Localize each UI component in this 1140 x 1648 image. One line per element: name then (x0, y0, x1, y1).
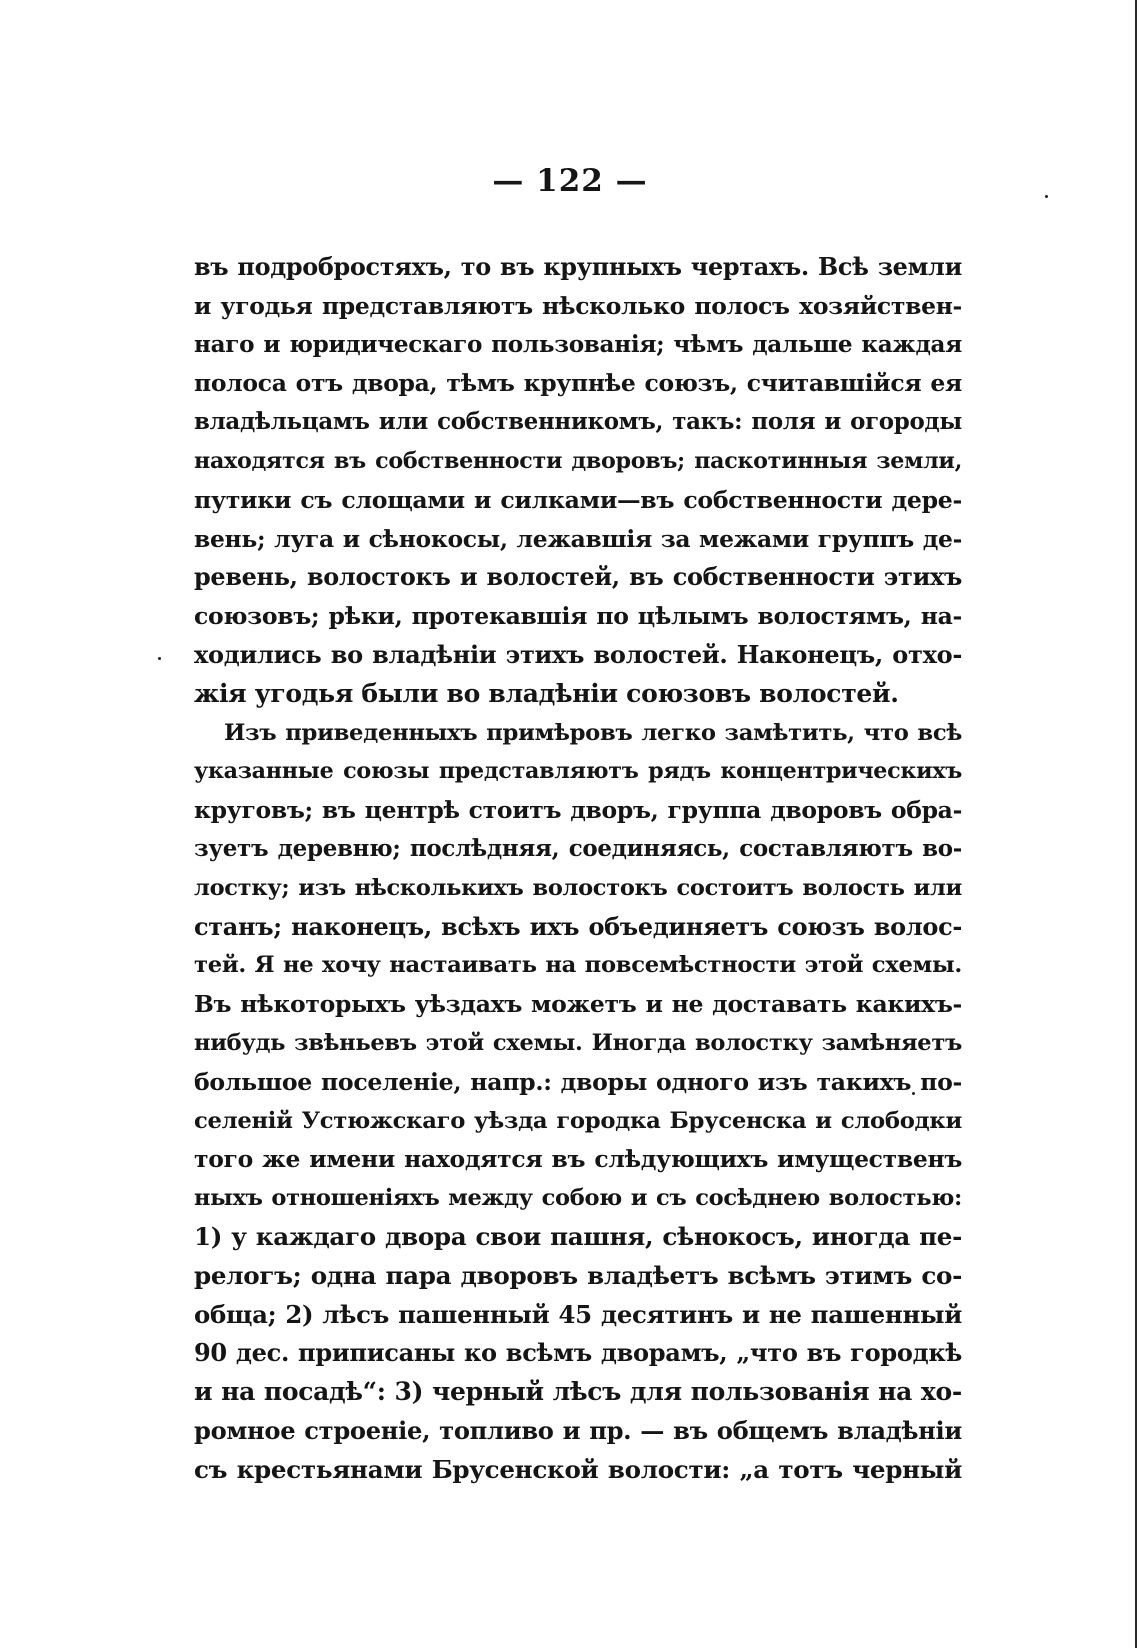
text-line: релогъ; одна пара дворовъ владѣетъ всѣмъ этимъ со- (194, 1260, 962, 1290)
text-line: ромное строеніе, топливо и пр. — въ общемъ владѣніи (194, 1415, 962, 1445)
text-line: и на посадѣ“: 3) черный лѣсъ для пользованія на хо- (194, 1377, 962, 1407)
text-line: съ крестьянами Брусенской волости: „а тотъ черный (194, 1454, 962, 1484)
text-line: 1) у каждаго двора свои пашня, сѣнокосъ, иногда пе- (194, 1221, 962, 1251)
paragraph-end-line: жія угодья были во владѣніи союзовъ волостей. (194, 678, 899, 708)
text-line: селеній Устюжскаго уѣзда городка Брусенска и слободки (194, 1107, 962, 1134)
text-line: 90 дес. приписаны ко всѣмъ дворамъ, „что въ городкѣ (194, 1338, 962, 1368)
text-line: полоса отъ двора, тѣмъ крупнѣе союзъ, считавшійся ея (194, 369, 962, 398)
text-line: союзовъ; рѣки, протекавшія по цѣлымъ волостямъ, на- (194, 602, 962, 631)
page-number: — 122 — (492, 163, 648, 199)
text-line: станъ; наконецъ, всѣхъ ихъ объединяетъ союзъ волос- (194, 912, 962, 941)
text-line: большое поселеніе, напр.: дворы одного изъ такихъ по- (194, 1067, 962, 1096)
text-line: круговъ; въ центрѣ стоитъ дворъ, группа дворовъ обра- (194, 796, 962, 825)
text-line: обща; 2) лѣсъ пашенный 45 десятинъ и не пашенный (194, 1299, 962, 1329)
text-line: лостку; изъ нѣсколькихъ волостокъ состоитъ волость или (194, 874, 962, 901)
text-line: ныхъ отношеніяхъ между собою и съ сосѣднею волостью: (194, 1185, 962, 1212)
text-line: путики съ слощами и силками—въ собственности дере- (194, 485, 962, 514)
text-line: наго и юридическаго пользованія; чѣмъ дальше каждая (194, 330, 962, 358)
text-line: тей. Я не хочу настаивать на повсемѣстности этой схемы. (194, 952, 962, 979)
text-line: нибудь звѣньевъ этой схемы. Иногда волостку замѣняетъ (194, 1029, 962, 1056)
text-line: въ подробростяхъ, то въ крупныхъ чертахъ. Всѣ земли (194, 253, 962, 281)
text-line: того же имени находятся въ слѣдующихъ имущественъ (194, 1145, 962, 1174)
text-line: зуетъ деревню; послѣдняя, соединяясь, составляютъ во- (194, 834, 962, 862)
text-line: Въ нѣкоторыхъ уѣздахъ можетъ и не доставать какихъ- (194, 990, 962, 1019)
scan-speck (158, 657, 161, 660)
page-edge-shadow (1135, 0, 1137, 1648)
text-line: указанные союзы представляютъ рядъ концентрическихъ (194, 758, 962, 785)
paragraph-start-line: Изъ приведенныхъ примѣровъ легко замѣтить, что всѣ (224, 719, 962, 746)
text-line: ревень, волостокъ и волостей, въ собственности этихъ (194, 563, 962, 592)
text-line: находятся въ собственности дворовъ; паскотинныя земли, (194, 447, 962, 474)
text-line: вень; луга и сѣнокосы, лежавшія за межами группъ де- (194, 524, 962, 553)
body-text (194, 248, 962, 1490)
text-line: владѣльцамъ или собственникомъ, такъ: поля и огороды (194, 409, 962, 436)
text-line: ходились во владѣніи этихъ волостей. Наконецъ, отхо- (194, 639, 962, 669)
text-line: и угодья представляютъ нѣсколько полосъ хозяйствен- (194, 291, 962, 320)
